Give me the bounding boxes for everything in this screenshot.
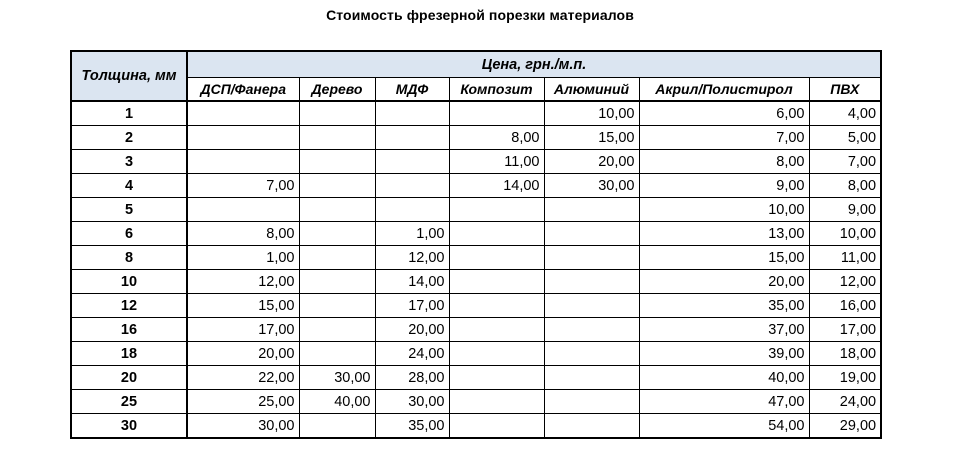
table-row [71,294,881,318]
price-cell [299,126,375,150]
price-cell: 22,00 [187,366,299,390]
price-cell [375,174,449,198]
table-row [71,414,881,439]
price-cell: 15,00 [639,246,809,270]
material-header: МДФ [375,78,449,102]
price-cell: 10,00 [809,222,881,246]
price-cell [449,318,544,342]
price-cell: 16,00 [809,294,881,318]
price-cell [449,246,544,270]
price-cell: 18,00 [809,342,881,366]
price-cell: 39,00 [639,342,809,366]
price-cell [544,222,639,246]
thickness-cell: 12 [71,294,187,318]
price-cell [544,318,639,342]
price-cell [187,198,299,222]
price-cell: 17,00 [375,294,449,318]
table-header-group-row [71,51,881,78]
price-cell: 30,00 [299,366,375,390]
price-cell [299,101,375,126]
price-cell: 35,00 [639,294,809,318]
thickness-cell: 20 [71,366,187,390]
price-cell: 20,00 [544,150,639,174]
material-header: Композит [449,78,544,102]
price-cell: 11,00 [449,150,544,174]
price-cell [299,342,375,366]
price-cell: 30,00 [187,414,299,439]
price-cell: 47,00 [639,390,809,414]
price-cell: 11,00 [809,246,881,270]
price-cell: 40,00 [299,390,375,414]
price-cell [449,294,544,318]
price-cell [375,126,449,150]
table-row [71,342,881,366]
price-cell: 19,00 [809,366,881,390]
price-cell [449,222,544,246]
price-cell: 25,00 [187,390,299,414]
price-cell [449,270,544,294]
price-cell [299,174,375,198]
price-cell: 37,00 [639,318,809,342]
thickness-cell: 1 [71,101,187,126]
material-header: ДСП/Фанера [187,78,299,102]
price-cell: 24,00 [375,342,449,366]
table-row [71,150,881,174]
thickness-cell: 18 [71,342,187,366]
price-cell [544,246,639,270]
thickness-cell: 25 [71,390,187,414]
price-cell: 8,00 [187,222,299,246]
price-cell: 7,00 [809,150,881,174]
price-cell: 20,00 [639,270,809,294]
thickness-cell: 5 [71,198,187,222]
price-cell [449,366,544,390]
price-cell: 7,00 [187,174,299,198]
material-header: Алюминий [544,78,639,102]
price-cell: 8,00 [639,150,809,174]
table-row [71,390,881,414]
thickness-cell: 16 [71,318,187,342]
table-row [71,318,881,342]
price-cell: 20,00 [375,318,449,342]
table-row [71,366,881,390]
price-cell [299,246,375,270]
price-header: Цена, грн./м.п. [187,51,881,78]
price-cell: 54,00 [639,414,809,439]
price-cell [375,150,449,174]
price-cell [299,294,375,318]
price-cell: 9,00 [639,174,809,198]
thickness-cell: 3 [71,150,187,174]
thickness-header: Толщина, мм [71,51,187,101]
price-cell: 5,00 [809,126,881,150]
price-cell: 10,00 [639,198,809,222]
price-cell [449,198,544,222]
price-cell [299,270,375,294]
price-cell: 12,00 [375,246,449,270]
price-cell [544,294,639,318]
material-header: ПВХ [809,78,881,102]
table-row [71,246,881,270]
price-cell: 13,00 [639,222,809,246]
table-row [71,270,881,294]
price-cell: 24,00 [809,390,881,414]
table-row [71,126,881,150]
price-cell: 17,00 [809,318,881,342]
price-cell [544,414,639,439]
price-cell: 40,00 [639,366,809,390]
price-cell: 29,00 [809,414,881,439]
price-cell [375,198,449,222]
price-cell: 1,00 [187,246,299,270]
price-cell: 1,00 [375,222,449,246]
price-cell [299,198,375,222]
price-cell: 30,00 [544,174,639,198]
price-cell [299,414,375,439]
thickness-cell: 4 [71,174,187,198]
price-cell [187,101,299,126]
price-cell [299,150,375,174]
price-cell: 7,00 [639,126,809,150]
price-cell: 12,00 [187,270,299,294]
price-cell [449,342,544,366]
price-cell: 15,00 [187,294,299,318]
price-cell: 28,00 [375,366,449,390]
table-row [71,222,881,246]
thickness-cell: 10 [71,270,187,294]
table-row [71,174,881,198]
price-cell: 15,00 [544,126,639,150]
price-cell [187,126,299,150]
price-cell: 17,00 [187,318,299,342]
price-cell: 8,00 [809,174,881,198]
price-cell: 9,00 [809,198,881,222]
price-cell [544,198,639,222]
thickness-cell: 30 [71,414,187,439]
price-cell: 14,00 [449,174,544,198]
price-cell [187,150,299,174]
price-cell [544,342,639,366]
thickness-cell: 8 [71,246,187,270]
table-row [71,198,881,222]
price-table [70,50,882,439]
page-title: Стоимость фрезерной порезки материалов [326,7,634,23]
price-cell: 8,00 [449,126,544,150]
price-cell [299,222,375,246]
price-cell: 4,00 [809,101,881,126]
price-cell [544,270,639,294]
material-header: Акрил/Полистирол [639,78,809,102]
thickness-cell: 2 [71,126,187,150]
price-cell: 20,00 [187,342,299,366]
price-cell: 30,00 [375,390,449,414]
price-cell [449,101,544,126]
price-cell: 14,00 [375,270,449,294]
price-cell: 6,00 [639,101,809,126]
price-cell [375,101,449,126]
price-cell [544,366,639,390]
price-cell [449,390,544,414]
material-header: Дерево [299,78,375,102]
price-cell: 12,00 [809,270,881,294]
table-row [71,101,881,126]
price-cell [299,318,375,342]
price-cell [449,414,544,439]
thickness-cell: 6 [71,222,187,246]
price-cell: 35,00 [375,414,449,439]
price-cell [544,390,639,414]
price-cell: 10,00 [544,101,639,126]
materials-header-row [71,78,881,102]
